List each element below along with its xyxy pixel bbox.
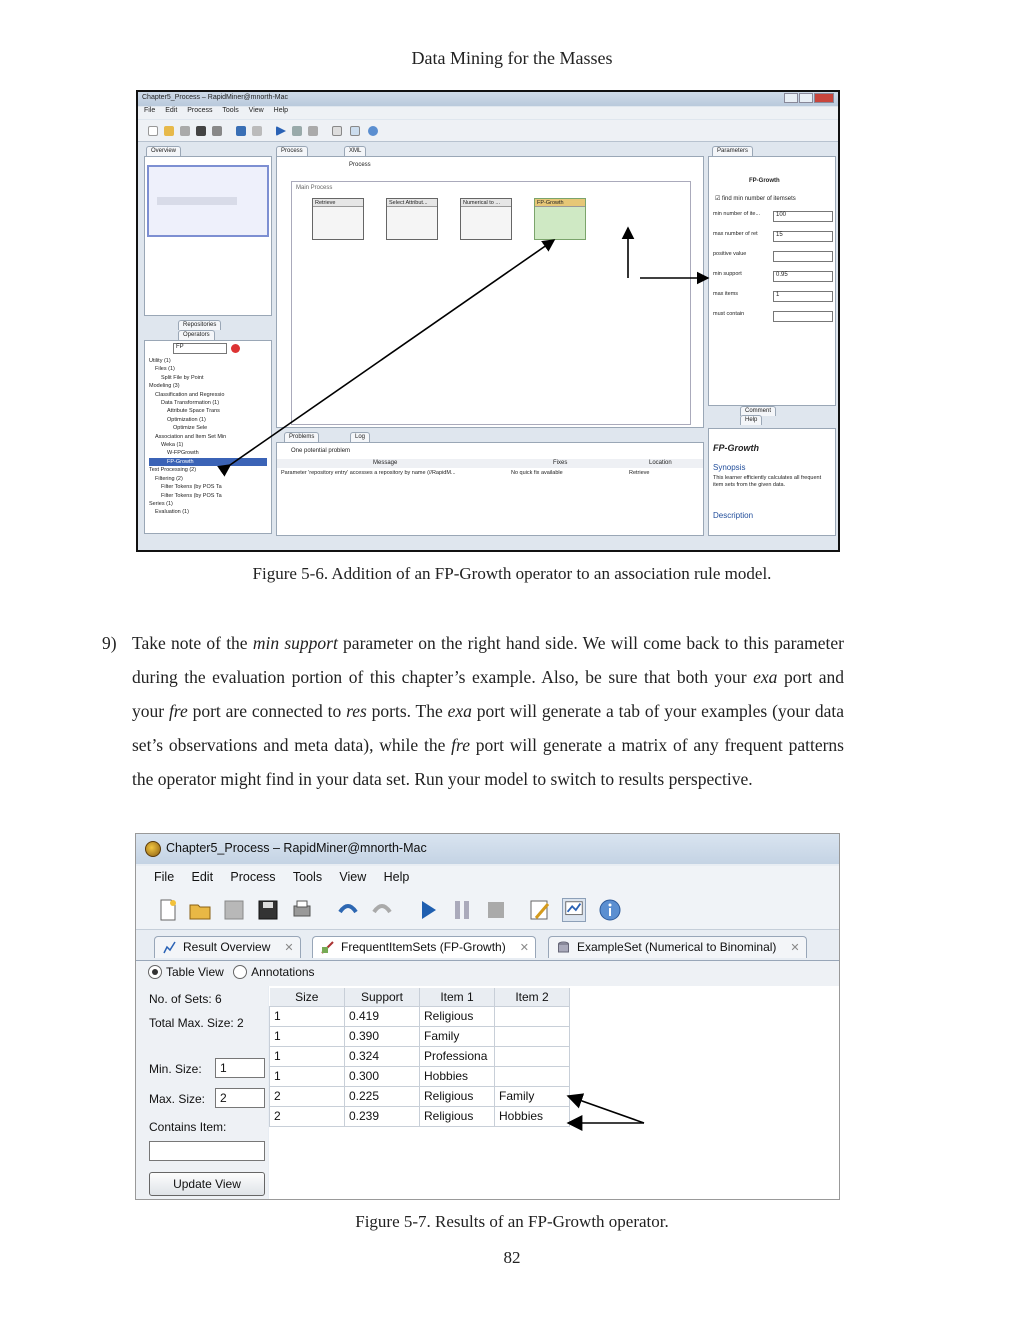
column-header[interactable]: Item 2 — [495, 988, 570, 1006]
menu-process[interactable]: Process — [187, 107, 213, 114]
emphasized-term: fre — [168, 701, 188, 721]
operator-tree-item[interactable]: FP-Growth — [149, 458, 267, 466]
menu-file[interactable]: File — [154, 870, 175, 884]
body-text: port will generate a matrix of any frequent patterns the operator might find in your data set. Run your model to switch to results perspective. — [132, 735, 844, 789]
body-text: ports. The — [366, 701, 448, 721]
step-9-text — [132, 626, 844, 796]
page-number: 82 — [503, 1248, 521, 1267]
parameter-label: positive value — [713, 251, 747, 257]
tab-operators[interactable]: Operators — [178, 330, 215, 340]
column-header[interactable]: Item 1 — [420, 988, 495, 1006]
close-tab-icon[interactable]: ✕ — [284, 942, 294, 954]
operator-tree-item[interactable]: Classification and Regressio — [155, 391, 225, 398]
body-text: Take note of the — [132, 633, 253, 653]
table-cell: Hobbies — [495, 1106, 570, 1126]
min-size-input[interactable]: 1 — [215, 1058, 265, 1078]
figure-5-7-caption: Figure 5-7. Results of an FP-Growth operator. — [355, 1212, 669, 1231]
table-cell: 2 — [270, 1086, 345, 1106]
operator-tree-item[interactable]: Filtering (2) — [155, 475, 183, 482]
parameter-label: must contain — [713, 311, 745, 317]
parameter-value-input[interactable]: 15 — [773, 231, 833, 242]
parameter-label: max number of ret — [713, 231, 758, 237]
operator-tree-item[interactable]: Text Processing (2) — [149, 467, 197, 474]
annotations-radio[interactable]: Annotations — [233, 965, 314, 979]
problems-header: Message Fixes Location — [277, 459, 703, 468]
operator-tree-item[interactable]: Series (1) — [149, 500, 173, 507]
table-cell: Family — [420, 1026, 495, 1046]
column-header[interactable]: Support — [345, 988, 420, 1006]
emphasized-term: res — [346, 701, 367, 721]
table-cell: 1 — [270, 1006, 345, 1026]
parameter-value-input[interactable]: 1 — [773, 291, 833, 302]
menu-help[interactable]: Help — [273, 107, 289, 114]
close-tab-icon[interactable]: ✕ — [519, 942, 529, 954]
operator-fp-growth[interactable]: FP-Growth — [534, 198, 586, 240]
annotation-arrows — [136, 834, 840, 1200]
tab-overview[interactable]: Overview — [146, 146, 181, 156]
menu-view[interactable]: View — [248, 107, 264, 114]
close-tab-icon[interactable]: ✕ — [790, 942, 800, 954]
table-cell: 0.390 — [345, 1026, 420, 1046]
operator-tree-item[interactable]: Optimization (1) — [167, 416, 206, 423]
body-text: parameter on the right hand side. We will come back to this parameter during the evaluation portion of this chapter’s example. Also, be sure that both your — [132, 633, 845, 687]
help-synopsis: This learner efficiently calculates all frequent item sets from the given data. — [713, 475, 822, 488]
problems-summary: One potential problem — [291, 448, 351, 454]
step-9 — [102, 626, 844, 796]
window-title: Chapter5_Process – RapidMiner@mnorth-Mac — [166, 841, 427, 855]
problems-panel: One potential problem Message Fixes Location Parameter 'repository entry' accesses a repository by name (//RapidM... No quick fix available Retrieve — [276, 442, 704, 536]
max-size-label: Max. Size: — [149, 1092, 206, 1106]
number-of-sets: No. of Sets: 6 — [149, 992, 222, 1006]
parameters-operator-title: FP-Growth — [749, 178, 780, 184]
operator-numerical-to-binominal[interactable]: Numerical to ... — [460, 198, 512, 240]
update-view-button[interactable]: Update View — [149, 1172, 265, 1196]
total-max-size: Total Max. Size: 2 — [149, 1016, 244, 1030]
body-text: port are connected to — [187, 701, 347, 721]
emphasized-term: min support — [252, 633, 338, 653]
body-text: port will generate a tab of your examples (your data set’s observations and meta data), while the — [132, 701, 844, 755]
operator-tree-item[interactable]: W-FPGrowth — [167, 450, 199, 457]
menu-help[interactable]: Help — [383, 870, 410, 884]
body-text: port and your — [132, 667, 844, 721]
table-cell: 0.419 — [345, 1006, 420, 1026]
emphasized-term: exa — [753, 667, 778, 687]
table-cell: 0.300 — [345, 1066, 420, 1086]
tab-problems[interactable]: Problems — [284, 432, 319, 442]
step-number: 9) — [102, 633, 117, 653]
operator-tree-item[interactable]: Filter Tokens (by POS Ta — [161, 484, 222, 491]
table-cell: Religious — [420, 1086, 495, 1106]
menu-view[interactable]: View — [339, 870, 367, 884]
operator-tree-item[interactable]: Optimize Sele — [173, 425, 208, 432]
parameter-value-input[interactable]: 0.95 — [773, 271, 833, 282]
table-cell: 0.239 — [345, 1106, 420, 1126]
figure-5-7-screenshot — [135, 833, 840, 1200]
main-process-label: Main Process — [296, 185, 333, 191]
operator-tree-item[interactable]: Files (1) — [155, 366, 175, 373]
parameter-label: max items — [713, 291, 739, 297]
parameter-label: min support — [713, 271, 742, 277]
tab-comment[interactable]: Comment — [740, 406, 776, 416]
operator-tree-item[interactable]: Split File by Point — [161, 374, 204, 381]
table-cell: 1 — [270, 1026, 345, 1046]
process-breadcrumb[interactable]: Process — [349, 162, 371, 168]
arrow-tree-to-operator — [230, 240, 554, 465]
table-cell: Family — [495, 1086, 570, 1106]
column-header[interactable]: Size — [270, 988, 345, 1006]
table-cell: Religious — [420, 1106, 495, 1126]
max-size-input[interactable]: 2 — [215, 1088, 265, 1108]
table-cell: 1 — [270, 1046, 345, 1066]
figure-5-6-screenshot — [136, 90, 840, 552]
running-header: Data Mining for the Masses — [411, 48, 613, 68]
help-title: FP-Growth — [713, 443, 759, 453]
table-cell: 1 — [270, 1066, 345, 1086]
parameter-label: min number of ite... — [713, 211, 761, 217]
min-size-label: Min. Size: — [149, 1062, 202, 1076]
tab-help[interactable]: Help — [740, 415, 762, 425]
table-cell: 0.225 — [345, 1086, 420, 1106]
find-min-itemsets-checkbox[interactable]: ☑ find min number of itemsets — [715, 196, 796, 202]
table-cell: Religious — [420, 1006, 495, 1026]
figure-5-6-caption: Figure 5-6. Addition of an FP-Growth operator to an association rule model. — [252, 564, 772, 583]
operator-tree-item[interactable]: Evaluation (1) — [155, 509, 189, 516]
parameter-value-input[interactable]: 100 — [773, 211, 833, 222]
tab-repositories[interactable]: Repositories — [178, 320, 221, 330]
operator-select-attributes[interactable]: Select Attribut... — [386, 198, 438, 240]
operator-tree-item[interactable]: Attribute Space Trans — [167, 408, 220, 415]
operator-tree-item[interactable]: Modeling (3) — [149, 383, 180, 390]
operator-tree-item[interactable]: Weka (1) — [161, 442, 184, 449]
help-description-heading: Description — [713, 511, 754, 520]
tab-xml[interactable]: XML — [344, 146, 366, 156]
operator-tree-item[interactable]: Filter Tokens (by POS Ta — [161, 492, 222, 499]
help-synopsis-heading: Synopsis — [713, 463, 746, 472]
operator-retrieve[interactable]: Retrieve — [312, 198, 364, 240]
menu-edit[interactable]: Edit — [165, 107, 178, 114]
emphasized-term: fre — [451, 735, 470, 755]
table-cell: 2 — [270, 1106, 345, 1126]
table-view-radio[interactable]: Table View — [148, 965, 224, 979]
tab-frequent-item-sets[interactable]: FrequentItemSets (FP-Growth) ✕ — [312, 936, 536, 958]
table-cell: Professiona — [420, 1046, 495, 1066]
operator-search-input[interactable]: FP — [173, 343, 227, 354]
tab-parameters[interactable]: Parameters — [712, 146, 753, 156]
table-cell: Hobbies — [420, 1066, 495, 1086]
arrow-to-family-pair — [568, 1096, 644, 1123]
table-cell: 0.324 — [345, 1046, 420, 1066]
menu-edit[interactable]: Edit — [191, 870, 214, 884]
contains-item-label: Contains Item: — [149, 1120, 227, 1134]
window-title: Chapter5_Process – RapidMiner@mnorth-Mac — [142, 94, 288, 101]
operator-tree-item[interactable]: Utility (1) — [149, 358, 171, 364]
tab-log[interactable]: Log — [350, 432, 370, 442]
menu-file[interactable]: File — [144, 107, 156, 114]
operator-tree-item[interactable]: Data Transformation (1) — [161, 400, 220, 407]
menu-process[interactable]: Process — [230, 870, 276, 884]
tab-result-overview[interactable]: Result Overview ✕ — [154, 936, 301, 958]
tab-process[interactable]: Process — [276, 146, 308, 156]
operator-tree-item[interactable]: Association and Item Set Min — [155, 433, 227, 440]
menu-tools[interactable]: Tools — [222, 107, 239, 114]
emphasized-term: exa — [447, 701, 472, 721]
annotation-arrows — [138, 92, 840, 552]
tab-example-set[interactable]: ExampleSet (Numerical to Binominal) ✕ — [548, 936, 807, 958]
menu-tools[interactable]: Tools — [292, 870, 323, 884]
